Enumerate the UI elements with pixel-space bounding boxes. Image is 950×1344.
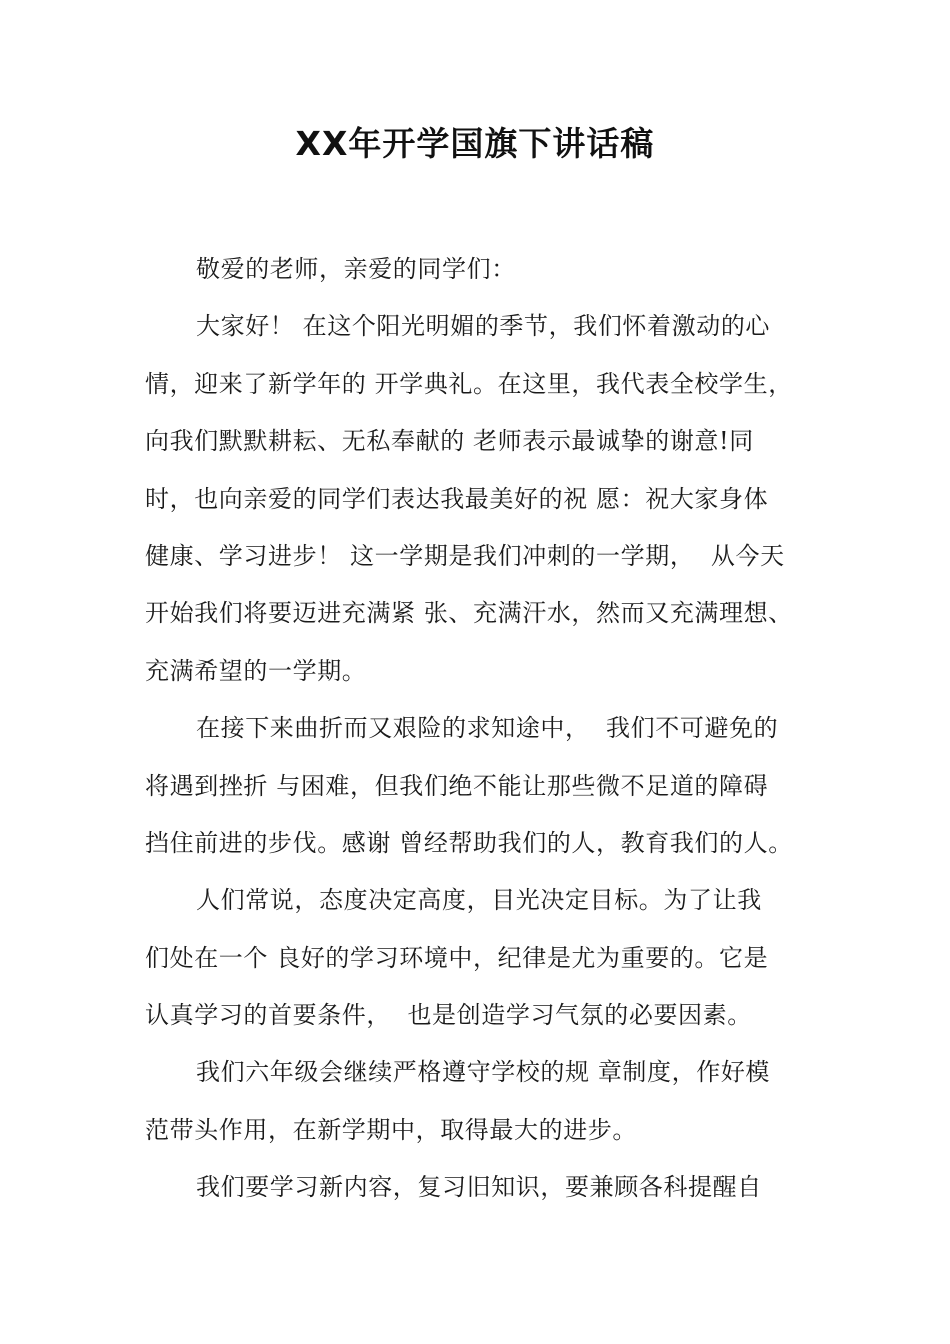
- text-line: 情，迎来了新学年的 开学典礼。在这里，我代表全校学生，: [145, 369, 793, 398]
- text-line: 充满希望的一学期。: [145, 656, 367, 685]
- text-line: 大家好！ 在这个阳光明媚的季节，我们怀着激动的心: [196, 312, 771, 341]
- text-line: 将遇到挫折 与困难，但我们绝不能让那些微不足道的障碍: [145, 771, 769, 800]
- text-line: 健康、学习进步！ 这一学期是我们冲刺的一学期， 从今天: [145, 541, 785, 570]
- text-line: 范带头作用，在新学期中，取得最大的进步。: [145, 1115, 637, 1144]
- text-line: 人们常说，态度决定高度，目光决定目标。为了让我: [196, 886, 762, 915]
- document-body: [145, 241, 815, 1217]
- text-line: 开始我们将要迈进充满紧 张、充满汗水，然而又充满理想、: [145, 599, 793, 628]
- document-title: XX年开学国旗下讲话稿: [295, 124, 655, 163]
- text-line: 敬爱的老师，亲爱的同学们：: [196, 255, 516, 283]
- text-line: 我们要学习新内容，复习旧知识，要兼顾各科提醒自: [196, 1173, 762, 1202]
- text-line: 认真学习的首要条件， 也是创造学习气氛的必要因素。: [145, 1001, 752, 1030]
- text-line: 挡住前进的步伐。感谢 曾经帮助我们的人，教育我们的人。: [145, 828, 793, 857]
- text-line: 我们六年级会继续严格遵守学校的规 章制度，作好模: [196, 1058, 771, 1087]
- text-line: 们处在一个 良好的学习环境中，纪律是尤为重要的。它是: [145, 943, 769, 972]
- text-line: 向我们默默耕耘、无私奉献的 老师表示最诚挚的谢意!同: [145, 427, 754, 456]
- text-line: 时，也向亲爱的同学们表达我最美好的祝 愿：祝大家身体: [145, 484, 769, 513]
- text-line: 在接下来曲折而又艰险的求知途中， 我们不可避免的: [196, 714, 779, 743]
